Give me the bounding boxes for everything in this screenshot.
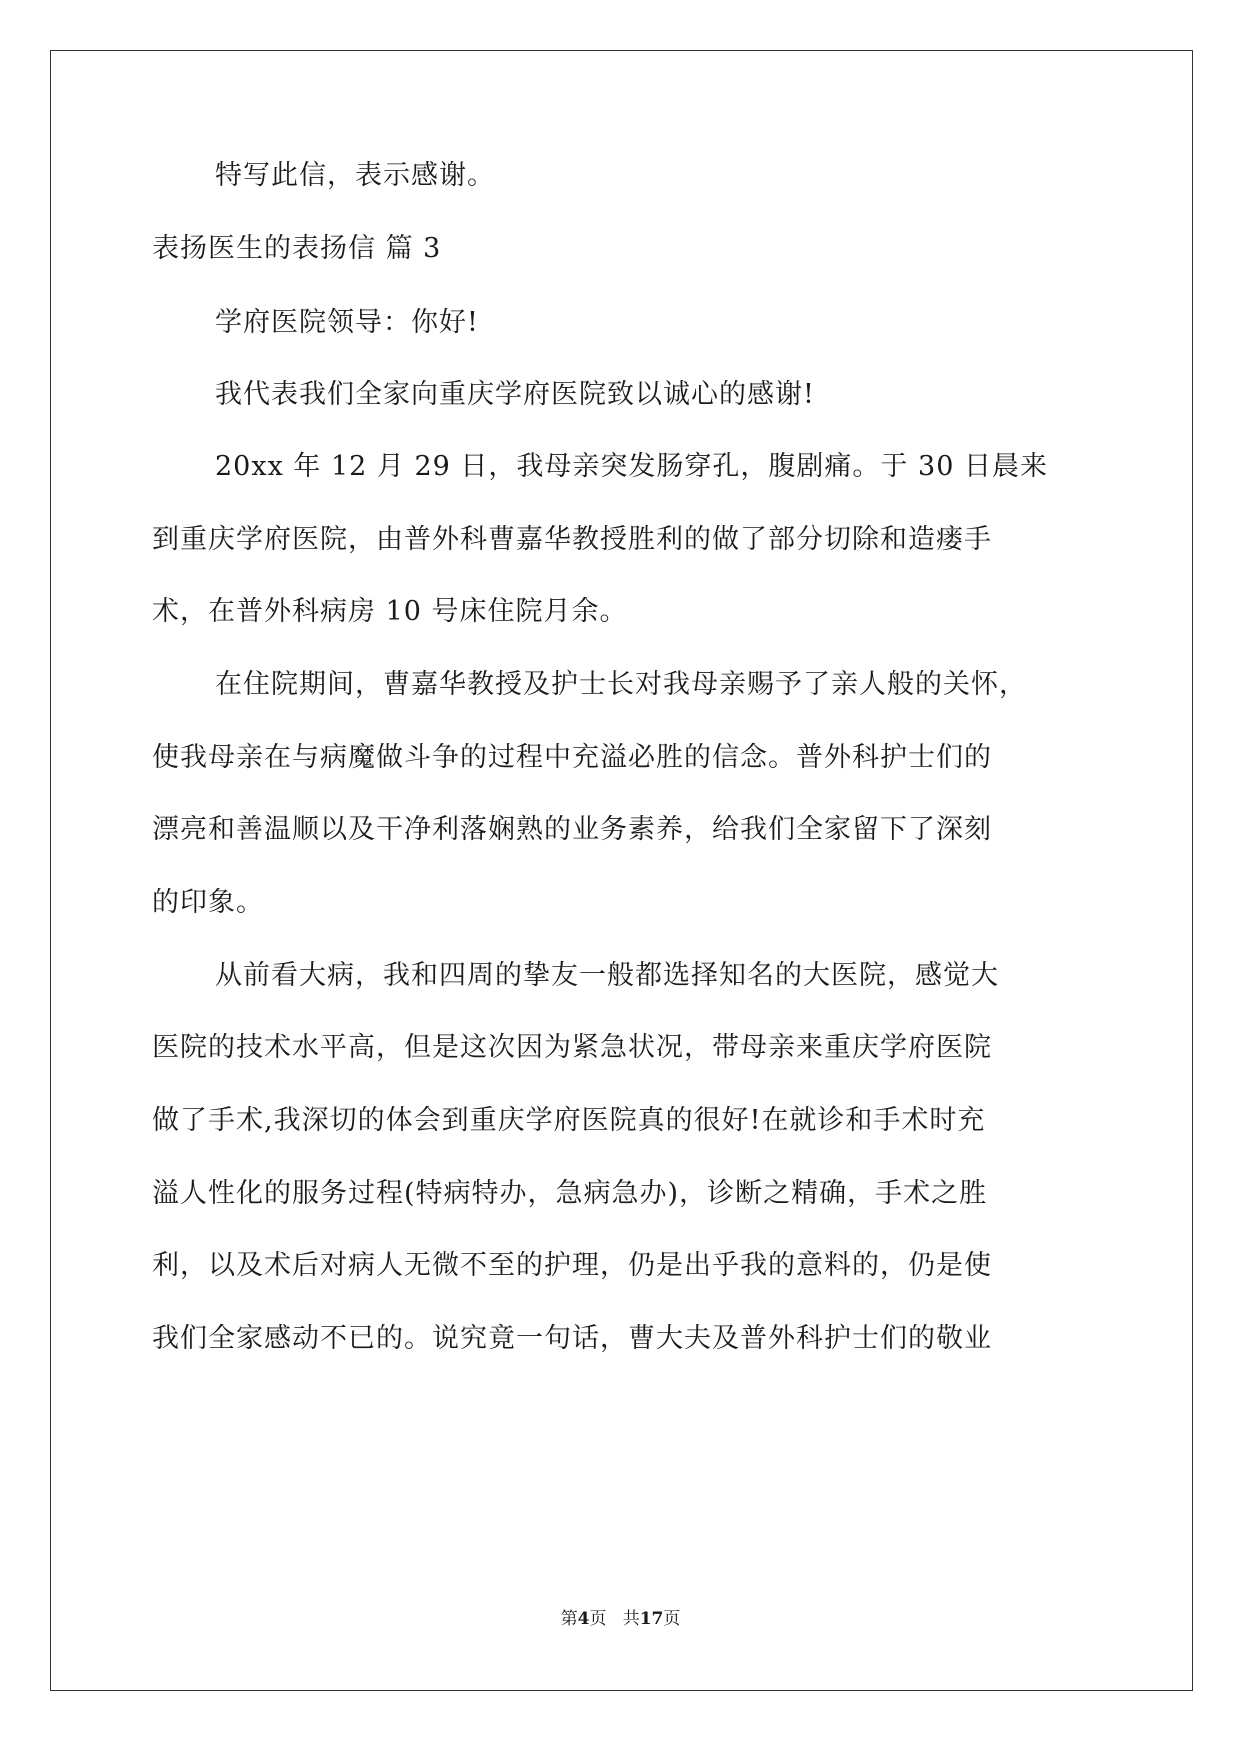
paragraph-line: 使我母亲在与病魔做斗争的过程中充溢必胜的信念。普外科护士们的: [152, 742, 992, 773]
paragraph-line: 从前看大病，我和四周的挚友一般都选择知名的大医院，感觉大: [215, 960, 999, 991]
page-footer: [0, 1608, 1241, 1630]
footer-total-unit: 页: [663, 1609, 681, 1629]
total-pages: 17: [639, 1609, 664, 1629]
paragraph-line: 利，以及术后对病人无微不至的护理，仍是出乎我的意料的，仍是使: [152, 1250, 992, 1281]
paragraph-line: 在住院期间，曹嘉华教授及护士长对我母亲赐予了亲人般的关怀，: [215, 669, 1027, 700]
paragraph-line: 医院的技术水平高，但是这次因为紧急状况，带母亲来重庆学府医院: [152, 1032, 992, 1063]
footer-prefix: 第: [560, 1609, 578, 1629]
footer-total-prefix: 共: [622, 1609, 640, 1629]
paragraph-line: 到重庆学府医院，由普外科曹嘉华教授胜利的做了部分切除和造瘘手: [152, 524, 992, 555]
paragraph-line: 术，在普外科病房 10 号床住院月余。: [152, 596, 628, 627]
footer-page-unit: 页: [589, 1609, 607, 1629]
paragraph-line: 做了手术,我深切的体会到重庆学府医院真的很好!在就诊和手术时充: [152, 1105, 986, 1136]
paragraph-line: 的印象。: [152, 887, 264, 918]
paragraph-line: 特写此信，表示感谢。: [215, 160, 495, 191]
paragraph-line: 漂亮和善温顺以及干净利落娴熟的业务素养，给我们全家留下了深刻: [152, 814, 992, 845]
salutation: 学府医院领导：你好!: [215, 307, 479, 338]
page-border: [50, 50, 1193, 1691]
page-number: 4: [577, 1609, 590, 1629]
paragraph-line: 我们全家感动不已的。说究竟一句话，曹大夫及普外科护士们的敬业: [152, 1323, 992, 1354]
paragraph-line: 20xx 年 12 月 29 日，我母亲突发肠穿孔，腹剧痛。于 30 日晨来: [215, 451, 1048, 482]
section-heading: 表扬医生的表扬信 篇 3: [152, 233, 442, 264]
paragraph-line: 溢人性化的服务过程(特病特办，急病急办)，诊断之精确，手术之胜: [152, 1178, 988, 1209]
paragraph-line: 我代表我们全家向重庆学府医院致以诚心的感谢!: [215, 379, 815, 410]
